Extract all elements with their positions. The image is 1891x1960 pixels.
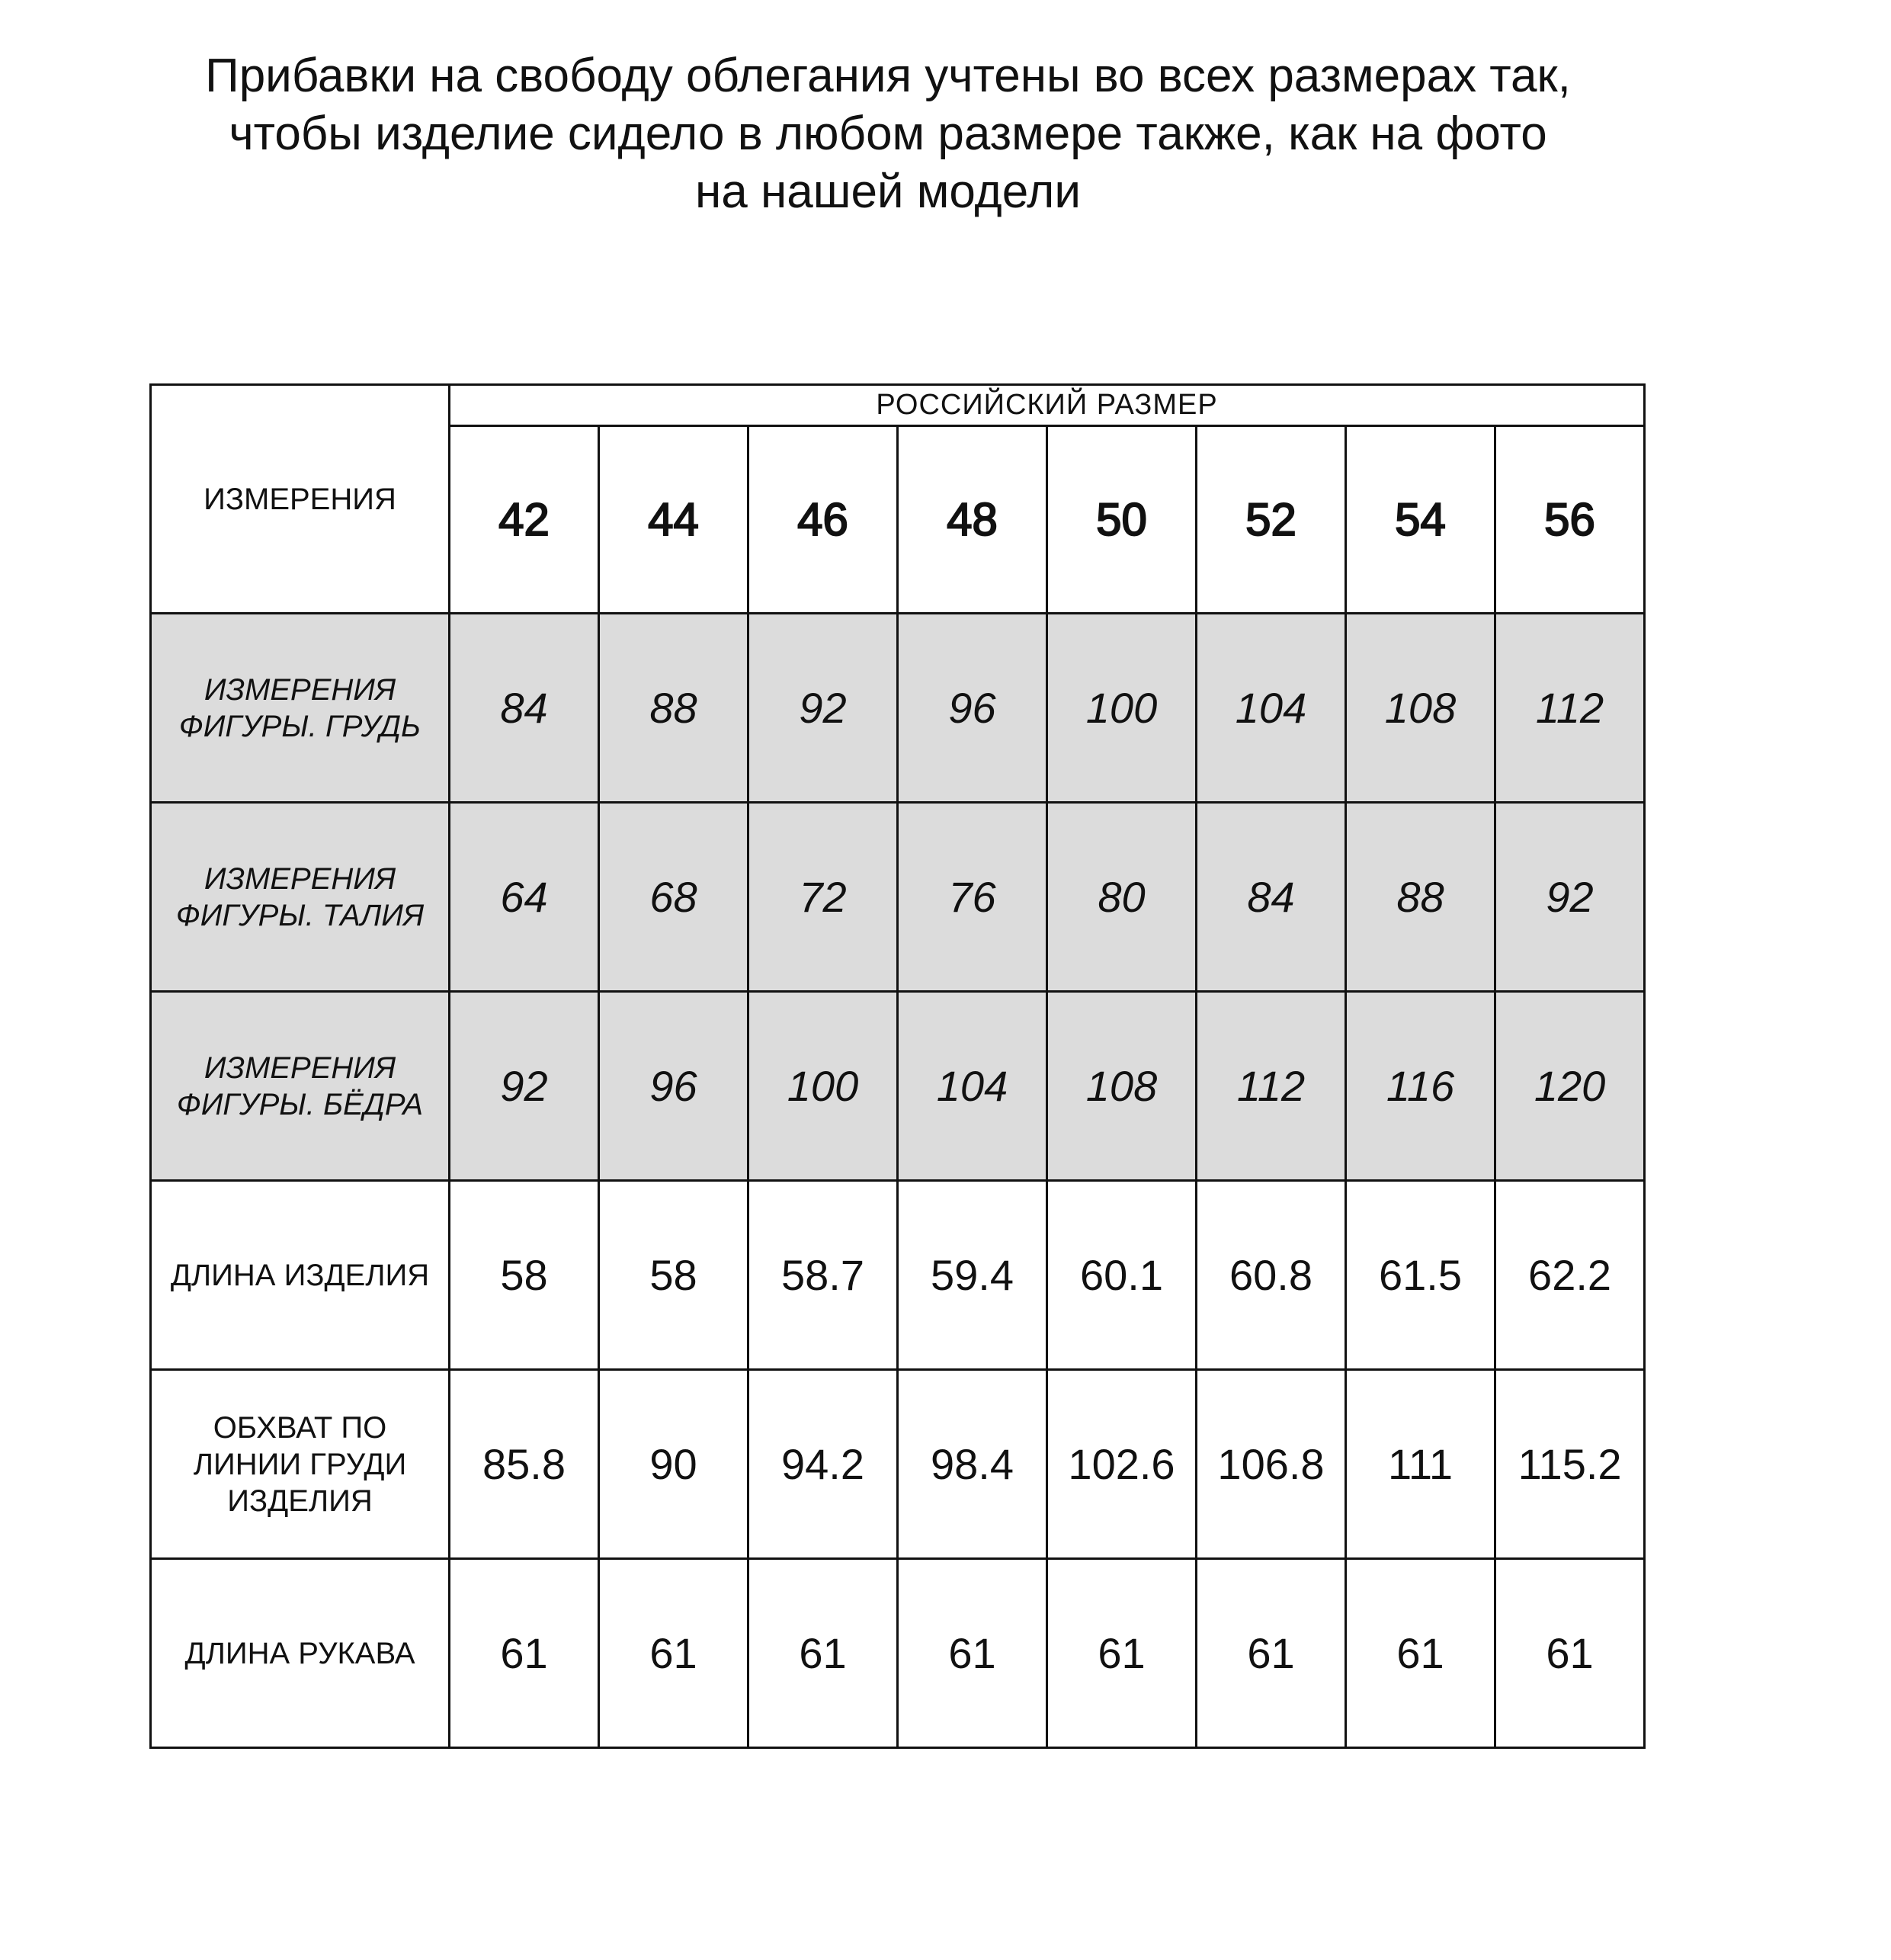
table-cell: 90 [599,1370,748,1559]
table-cell: 115.2 [1495,1370,1645,1559]
table-cell: 80 [1047,803,1197,992]
table-row-garment-chest-girth [151,1370,1645,1559]
table-cell: 102.6 [1047,1370,1197,1559]
table-cell: 104 [1197,614,1346,803]
row-label [151,803,450,992]
row-label-line: ФИГУРЫ. ТАЛИЯ [175,898,425,932]
row-label [151,1181,450,1370]
table-cell: 61 [898,1559,1047,1748]
table-cell: 64 [450,803,599,992]
table-cell: 96 [898,614,1047,803]
intro-line-3: на нашей модели [695,165,1081,218]
table-cell: 62.2 [1495,1181,1645,1370]
table-cell: 61 [1346,1559,1495,1748]
row-label-line: ИЗМЕРЕНИЯ [204,1051,396,1085]
table-cell: 98.4 [898,1370,1047,1559]
table-cell: 96 [599,992,748,1181]
size-header-cell: 54 [1346,426,1495,614]
table-cell: 92 [1495,803,1645,992]
table-row-figure-waist [151,803,1645,992]
table-row-garment-length [151,1181,1645,1370]
row-label-line: ИЗДЕЛИЯ [227,1484,373,1518]
region-label: РОССИЙСКИЙ РАЗМЕР [450,385,1645,426]
table-row-figure-hips [151,992,1645,1181]
table-cell: 108 [1346,614,1495,803]
table-row-figure-chest [151,614,1645,803]
table-cell: 61 [1495,1559,1645,1748]
row-label [151,614,450,803]
table-cell: 61.5 [1346,1181,1495,1370]
table-cell: 104 [898,992,1047,1181]
table-cell: 100 [748,992,898,1181]
table-cell: 108 [1047,992,1197,1181]
table-cell: 94.2 [748,1370,898,1559]
table-cell: 106.8 [1197,1370,1346,1559]
row-label-line: ИЗМЕРЕНИЯ [204,861,396,896]
size-chart-table [149,383,1646,1749]
table-cell: 88 [1346,803,1495,992]
table-row-sleeve-length [151,1559,1645,1748]
size-header-cell: 48 [898,426,1047,614]
table-cell: 61 [748,1559,898,1748]
table-cell: 85.8 [450,1370,599,1559]
size-header-cell: 42 [450,426,599,614]
row-label-line: ДЛИНА РУКАВА [184,1636,415,1670]
row-label [151,1370,450,1559]
size-header-cell: 52 [1197,426,1346,614]
table-cell: 60.1 [1047,1181,1197,1370]
row-label [151,1559,450,1748]
row-label-line: ФИГУРЫ. БЁДРА [176,1087,424,1121]
table-cell: 58 [599,1181,748,1370]
table-cell: 84 [1197,803,1346,992]
row-label-line: ДЛИНА ИЗДЕЛИЯ [170,1258,430,1292]
size-header-cell: 50 [1047,426,1197,614]
intro-line-1: Прибавки на свободу облегания учтены во всех размерах так, [205,50,1571,102]
size-header-cell: 56 [1495,426,1645,614]
table-cell: 116 [1346,992,1495,1181]
size-header-cell: 46 [748,426,898,614]
table-cell: 72 [748,803,898,992]
table-cell: 61 [450,1559,599,1748]
table-cell: 111 [1346,1370,1495,1559]
intro-line-2: чтобы изделие сидело в любом размере также, как на фото [229,107,1547,160]
row-label [151,992,450,1181]
table-cell: 58.7 [748,1181,898,1370]
table-cell: 59.4 [898,1181,1047,1370]
table-cell: 100 [1047,614,1197,803]
table-cell: 76 [898,803,1047,992]
table-cell: 92 [450,992,599,1181]
table-cell: 61 [1197,1559,1346,1748]
table-cell: 112 [1495,614,1645,803]
row-label-line: ФИГУРЫ. ГРУДЬ [178,709,421,743]
table-cell: 112 [1197,992,1346,1181]
table-cell: 92 [748,614,898,803]
table-cell: 88 [599,614,748,803]
table-cell: 68 [599,803,748,992]
table-cell: 61 [1047,1559,1197,1748]
size-header-cell: 44 [599,426,748,614]
corner-label: ИЗМЕРЕНИЯ [151,385,450,614]
table-cell: 84 [450,614,599,803]
table-cell: 60.8 [1197,1181,1346,1370]
table-cell: 120 [1495,992,1645,1181]
table-cell: 58 [450,1181,599,1370]
row-label-line: ЛИНИИ ГРУДИ [193,1447,407,1481]
table-cell: 61 [599,1559,748,1748]
intro-text [114,47,1662,221]
row-label-line: ОБХВАТ ПО [213,1410,387,1445]
region-header-row [151,385,1645,426]
row-label-line: ИЗМЕРЕНИЯ [204,672,396,707]
